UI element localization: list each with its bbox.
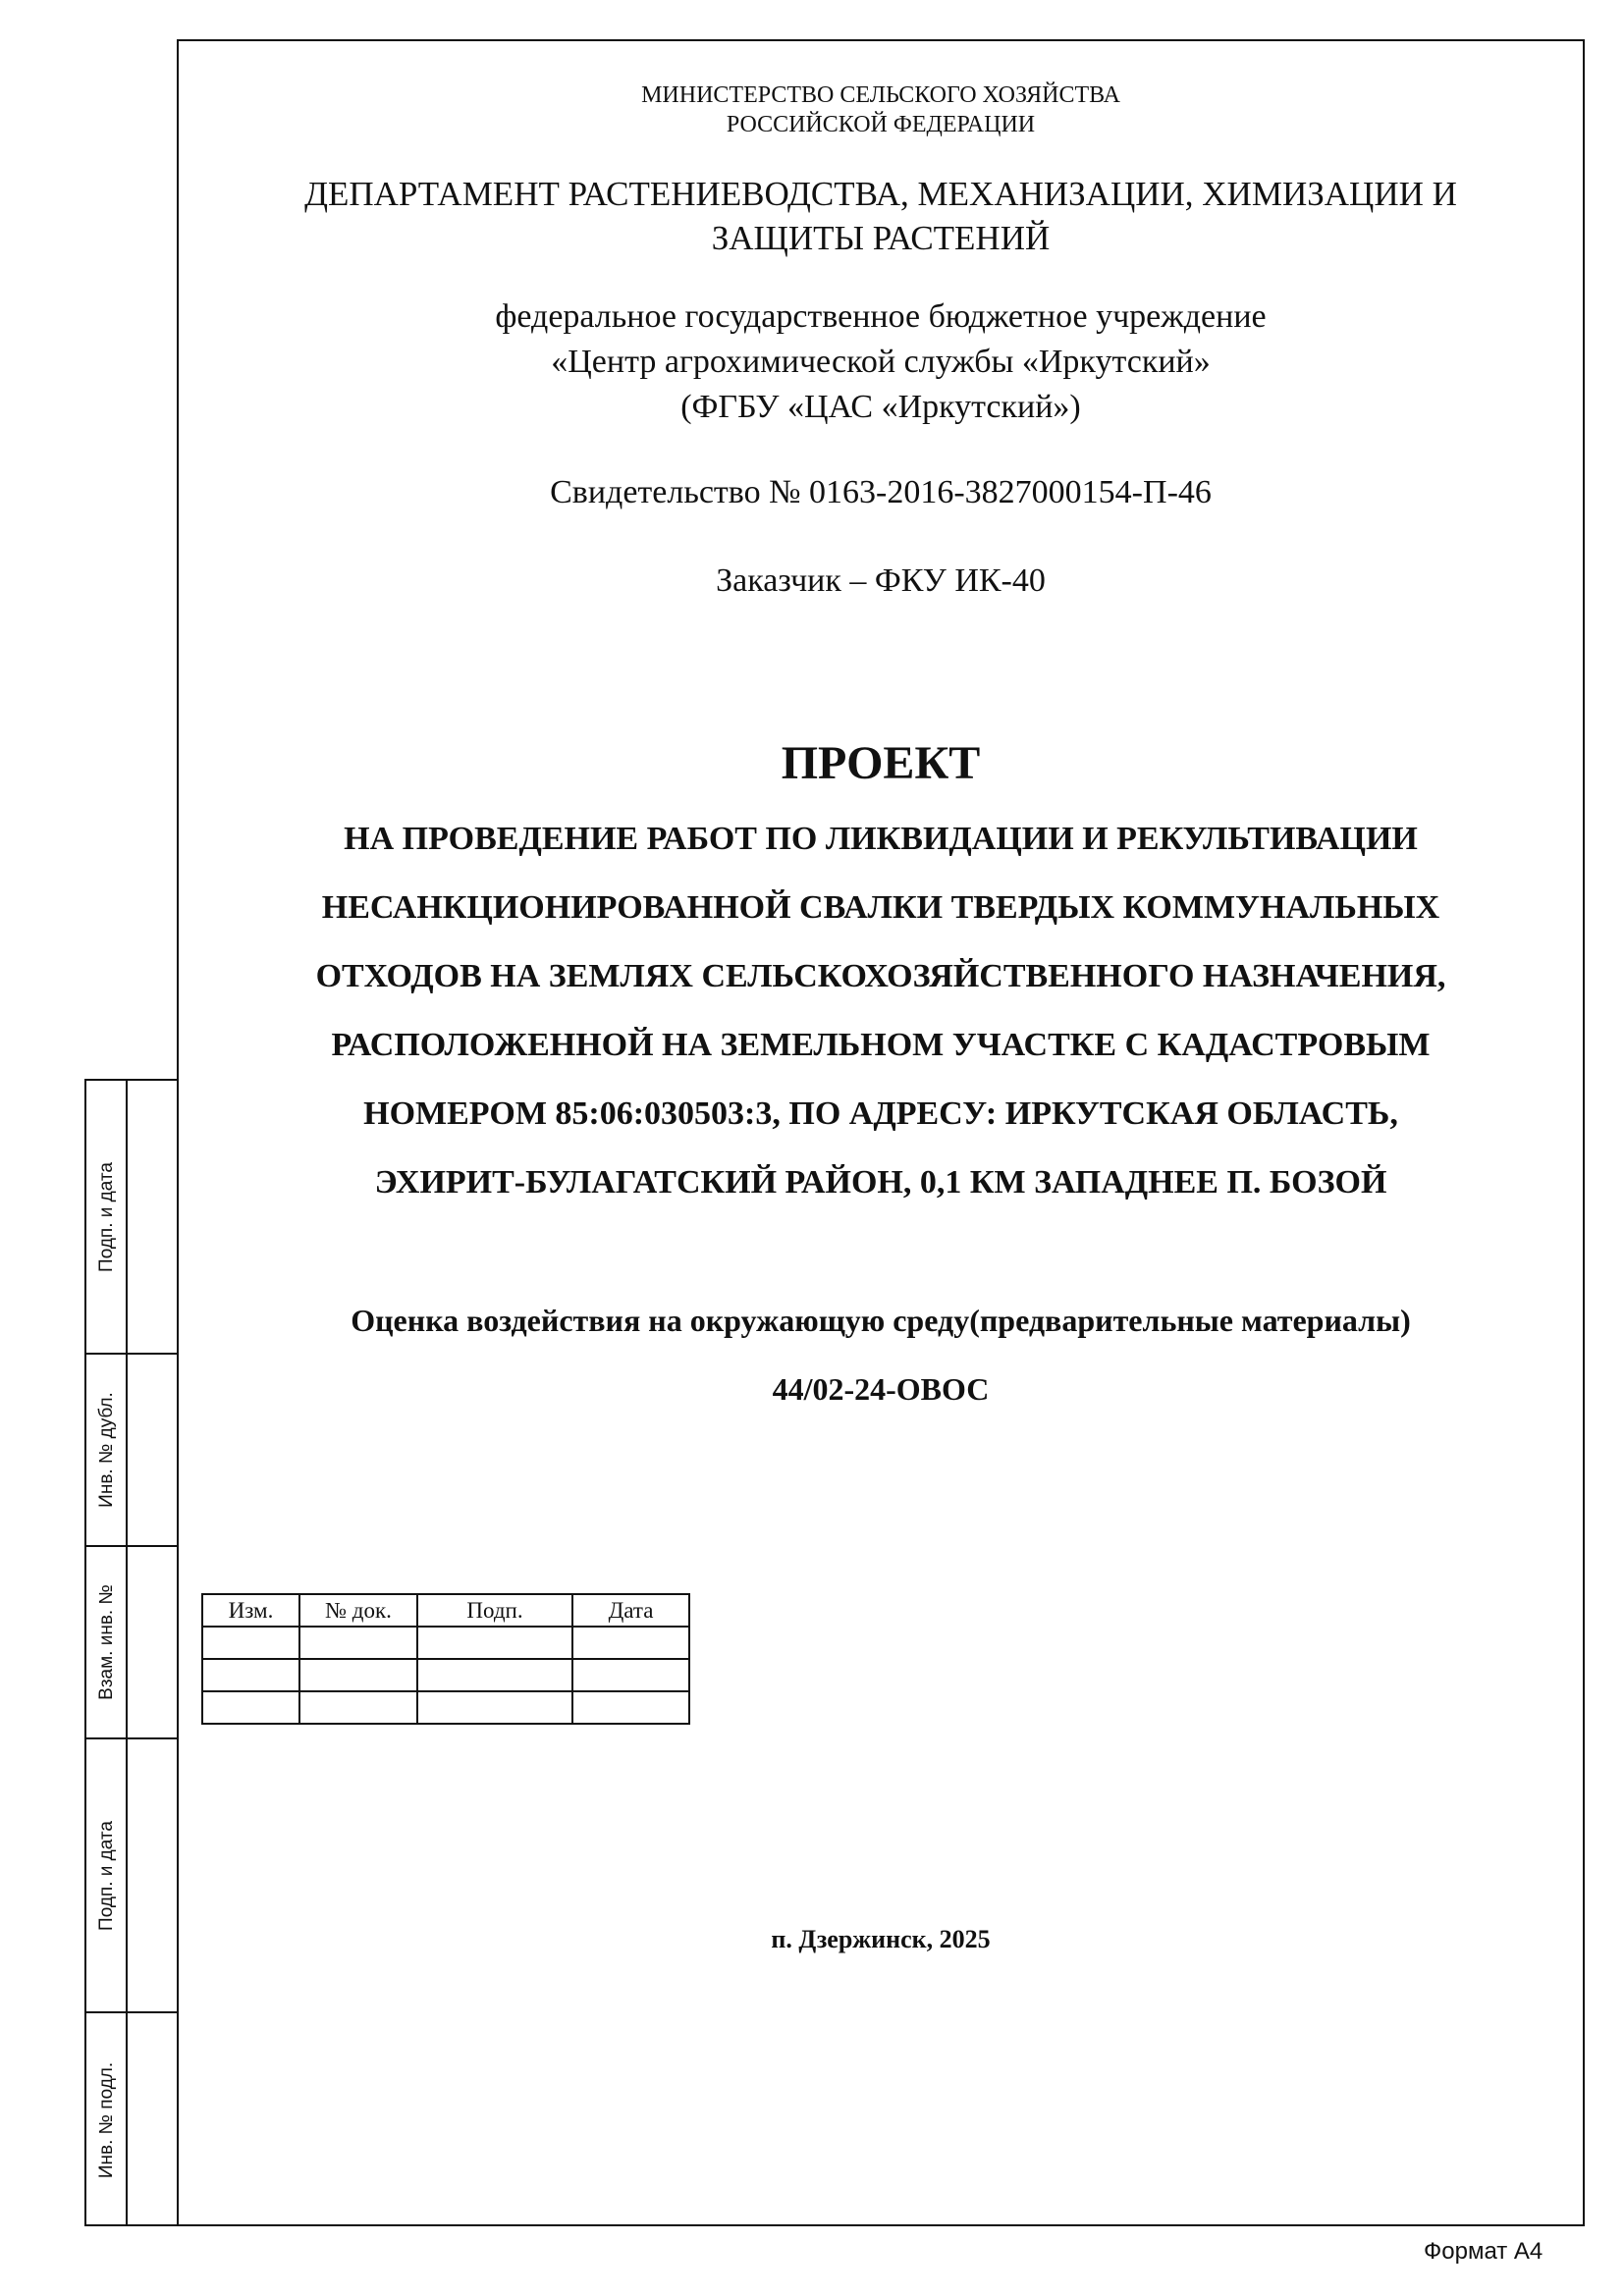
customer-name: Заказчик – ФКУ ИК-40: [716, 562, 1046, 599]
sidebar-row: [86, 1355, 178, 1547]
column-header: Дата: [572, 1594, 689, 1627]
document-code: 44/02-24-ОВОС: [772, 1371, 990, 1407]
sidebar-stamp: [84, 1079, 178, 2226]
sidebar-row: [86, 2013, 178, 2226]
organization-name: федеральное государственное бюджетное учреждение «Центр агрохимической службы «Иркутский» (ФГБУ «ЦАС «Иркутский»): [495, 298, 1267, 425]
table-row: [202, 1659, 689, 1691]
table-row: [202, 1691, 689, 1724]
sidebar-label: Взам. инв. №: [96, 1584, 117, 1700]
sidebar-label: Инв. № дубл.: [96, 1392, 117, 1508]
sidebar-row: [86, 1081, 178, 1355]
sidebar-row: [86, 1739, 178, 2013]
column-header: Изм.: [202, 1594, 299, 1627]
sidebar-label: Подп. и дата: [96, 1820, 118, 1931]
sidebar-label: Подп. и дата: [96, 1161, 118, 1272]
table-header-row: [202, 1594, 689, 1627]
assessment-title: Оценка воздействия на окружающую среду(предварительные материалы) 44/02-24-ОВОС: [177, 1286, 1585, 1423]
city-year: п. Дзержинск, 2025: [771, 1925, 991, 1953]
table-row: [202, 1627, 689, 1659]
department-name: ДЕПАРТАМЕНТ РАСТЕНИЕВОДСТВА, МЕХАНИЗАЦИИ, ХИМИЗАЦИИ И ЗАЩИТЫ РАСТЕНИЙ: [304, 175, 1457, 257]
sidebar-row: [86, 1547, 178, 1739]
sidebar-label: Инв. № подл.: [96, 2061, 118, 2178]
certificate-number: Свидетельство № 0163-2016-3827000154-П-46: [550, 474, 1212, 510]
page-format: Формат А4: [1424, 2238, 1543, 2265]
revision-table: [201, 1593, 690, 1725]
document-title: ПРОЕКТ: [781, 737, 981, 789]
document-subject: НА ПРОВЕДЕНИЕ РАБОТ ПО ЛИКВИДАЦИИ И РЕКУЛЬТИВАЦИИ НЕСАНКЦИОНИРОВАННОЙ СВАЛКИ ТВЕРДЫХ КОММУНАЛЬНЫХ ОТХОДОВ НА ЗЕМЛЯХ СЕЛЬСКОХОЗЯЙСТВЕННОГО НАЗНАЧЕНИЯ, РАСПОЛОЖЕННОЙ НА ЗЕМЕЛЬНОМ УЧАСТКЕ С КАДАСТРОВЫМ НОМЕРОМ 85:06:030503:3, ПО АДРЕСУ: ИРКУТСКАЯ ОБЛАСТЬ, ЭХИРИТ-БУЛАГАТСКИЙ РАЙОН, 0,1 КМ ЗАПАДНЕЕ П. БОЗОЙ: [315, 821, 1446, 1201]
column-header: Подп.: [417, 1594, 572, 1627]
column-header: № док.: [299, 1594, 417, 1627]
ministry-name: МИНИСТЕРСТВО СЕЛЬСКОГО ХОЗЯЙСТВА РОССИЙСКОЙ ФЕДЕРАЦИИ: [641, 82, 1120, 137]
